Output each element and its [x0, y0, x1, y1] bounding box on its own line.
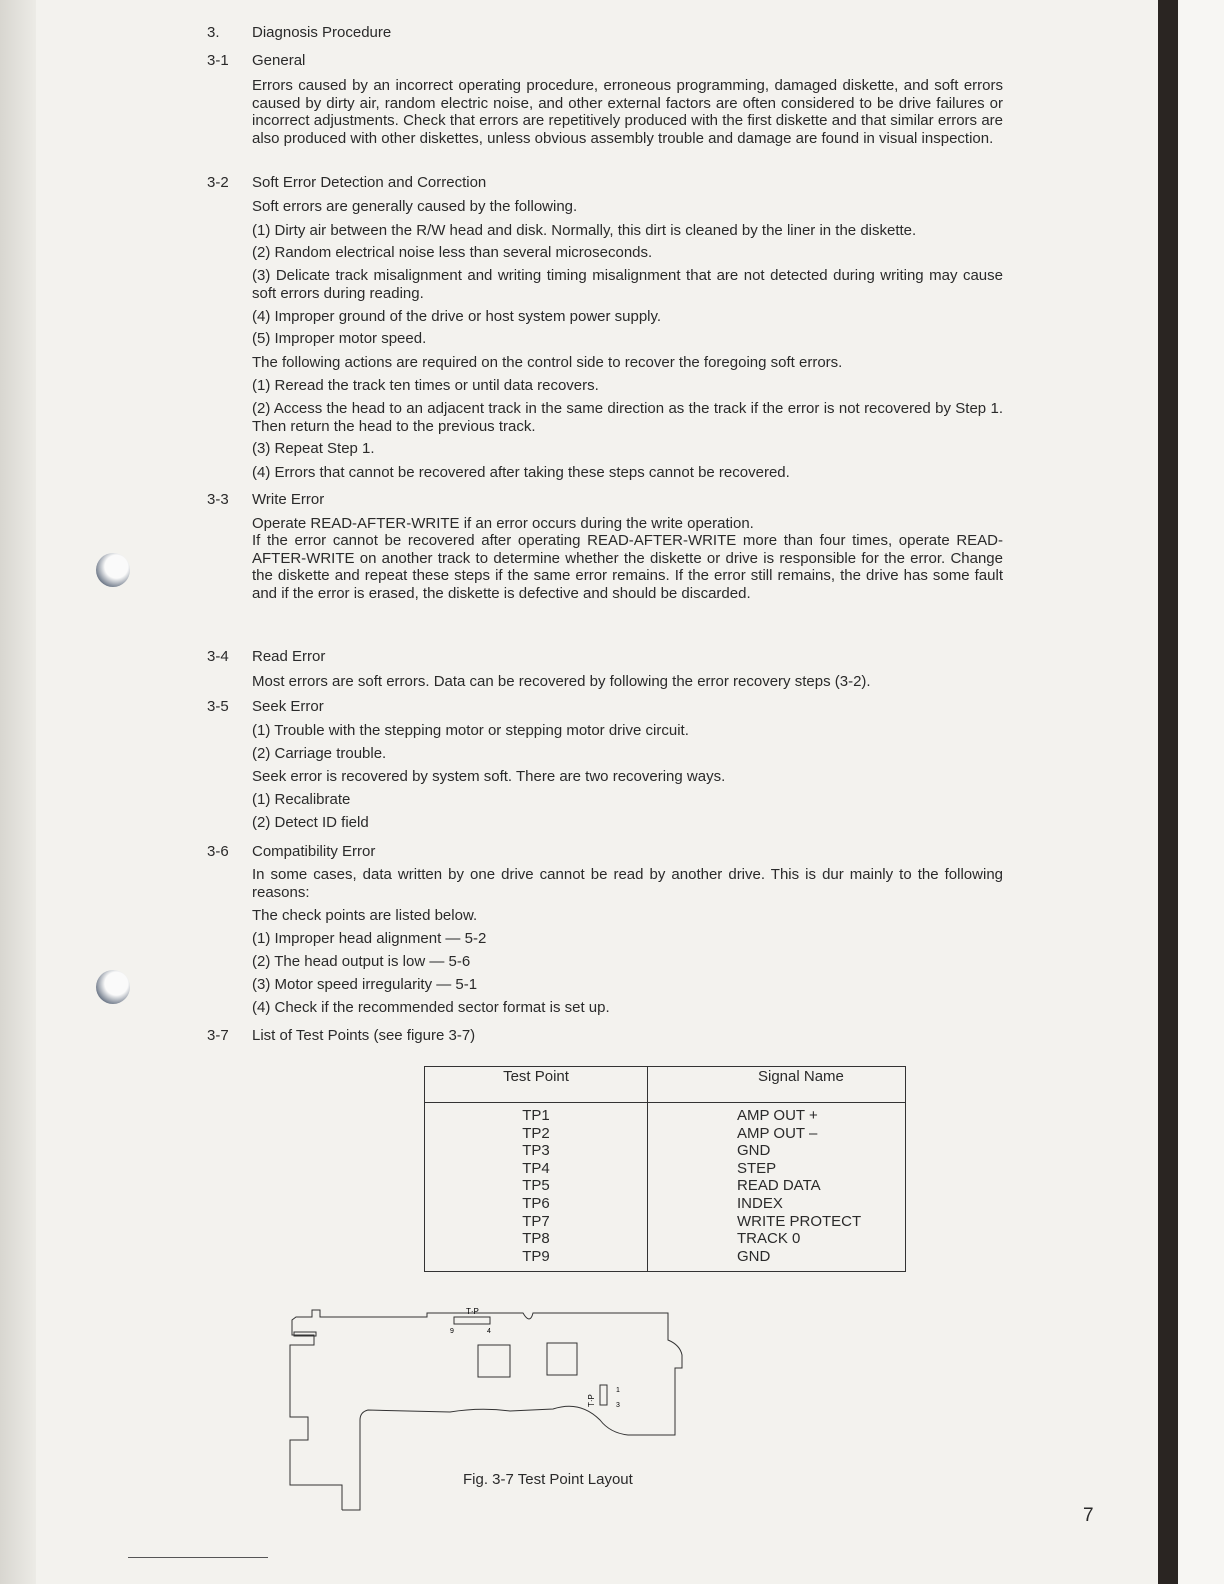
pin-label: 4	[487, 1328, 491, 1335]
section-number: 3-3	[207, 491, 229, 508]
section-title: Soft Error Detection and Correction	[252, 174, 487, 191]
signal-name: WRITE PROTECT	[737, 1212, 862, 1230]
binder-hole	[96, 970, 130, 1004]
section-title: List of Test Points (see figure 3-7)	[252, 1027, 476, 1044]
signal-name: STEP	[737, 1159, 777, 1177]
pin-label: 9	[450, 1328, 454, 1335]
paragraph: In some cases, data written by one drive cannot be read by another drive. This is dur mainly to the following reasons:	[252, 866, 1003, 901]
list-item: (5) Improper motor speed.	[252, 330, 427, 347]
paragraph: Most errors are soft errors. Data can be recovered by following the error recovery steps (3-2).	[252, 673, 871, 690]
page-number: 7	[1083, 1505, 1094, 1526]
signal-name: GND	[737, 1247, 771, 1265]
list-item: (2) Carriage trouble.	[252, 745, 387, 762]
page-edge-right	[1158, 0, 1178, 1584]
paragraph: If the error cannot be recovered after operating READ-AFTER-WRITE more than four times, operate READ-AFTER-WRITE on another track to determine whether the diskette or drive is responsible for the error. Change the diskette and repeat these steps if the same error remains. If the error still remains, the drive has some fault and if the error is erased, the diskette is defective and should be discarded.	[252, 532, 1003, 602]
list-item: (1) Recalibrate	[252, 791, 351, 808]
section-number: 3-1	[207, 52, 229, 69]
section-title: Read Error	[252, 648, 326, 665]
paragraph: The check points are listed below.	[252, 907, 478, 924]
list-item: (4) Check if the recommended sector format is set up.	[252, 999, 610, 1016]
paragraph: Seek error is recovered by system soft. There are two recovering ways.	[252, 768, 726, 785]
test-point-column	[425, 1103, 648, 1272]
test-point: TP7	[522, 1212, 550, 1230]
list-item: (3) Repeat Step 1.	[252, 440, 375, 457]
list-item: (4) Improper ground of the drive or host system power supply.	[252, 308, 662, 325]
binder-hole	[96, 553, 130, 587]
list-item: (3) Motor speed irregularity — 5-1	[252, 976, 478, 993]
scan-margin	[1178, 0, 1224, 1584]
test-point: TP1	[522, 1107, 550, 1124]
section-title: Diagnosis Procedure	[252, 24, 392, 41]
ic-chip	[478, 1345, 510, 1377]
list-item: (1) Dirty air between the R/W head and disk. Normally, this dirt is cleaned by the liner in the diskette.	[252, 222, 917, 239]
list-item: (2) The head output is low — 5-6	[252, 953, 471, 970]
test-point-header-1	[454, 1317, 490, 1324]
section-title: General	[252, 52, 306, 69]
column-header-test-point: Test Point	[425, 1067, 648, 1103]
list-item: (1) Improper head alignment — 5-2	[252, 930, 487, 947]
test-point-table	[424, 1066, 906, 1272]
list-item: (4) Errors that cannot be recovered after taking these steps cannot be recovered.	[252, 464, 790, 481]
section-number: 3-4	[207, 648, 229, 665]
signal-name: READ DATA	[737, 1177, 821, 1195]
paragraph: Operate READ-AFTER-WRITE if an error occurs during the write operation.	[252, 515, 754, 532]
test-point: TP2	[522, 1124, 550, 1142]
page-edge-left	[0, 0, 36, 1584]
list-item: (2) Random electrical noise less than several microseconds.	[252, 244, 653, 261]
section-number: 3-5	[207, 698, 229, 715]
section-title: Compatibility Error	[252, 843, 376, 860]
test-point: TP6	[522, 1194, 550, 1212]
test-point: TP9	[522, 1247, 550, 1265]
signal-name: GND	[737, 1142, 771, 1160]
signal-name: TRACK 0	[737, 1230, 801, 1248]
tp-label: T·P	[587, 1394, 596, 1407]
test-point-header-2	[600, 1385, 607, 1405]
list-item: (2) Detect ID field	[252, 814, 369, 831]
pin-label: 3	[616, 1402, 620, 1409]
signal-name: AMP OUT –	[737, 1124, 818, 1142]
paragraph: Errors caused by an incorrect operating procedure, erroneous programming, damaged diskette, and soft errors caused by dirty air, random electric noise, and other external factors are often considered to be drive failures or incorrect adjustments. Check that errors are repetitively produced with the first diskette and that similar errors are also produced with other diskettes, unless obvious assembly trouble and damage are found in visual inspection.	[252, 77, 1003, 147]
pin-label: 1	[616, 1387, 620, 1394]
section-number: 3-6	[207, 843, 229, 860]
section-title: Seek Error	[252, 698, 324, 715]
list-item: (1) Trouble with the stepping motor or stepping motor drive circuit.	[252, 722, 689, 739]
test-point: TP5	[522, 1177, 550, 1195]
test-point: TP4	[522, 1159, 550, 1177]
signal-name: INDEX	[737, 1194, 783, 1212]
signal-name-column	[648, 1103, 906, 1272]
figure-caption: Fig. 3-7 Test Point Layout	[463, 1471, 633, 1488]
paragraph: The following actions are required on the control side to recover the foregoing soft errors.	[252, 354, 843, 371]
section-number: 3-7	[207, 1027, 229, 1044]
test-point: TP8	[522, 1230, 550, 1248]
paragraph: Soft errors are generally caused by the following.	[252, 198, 578, 215]
list-item: (2) Access the head to an adjacent track in the same direction as the track if the error is not recovered by Step 1. Then return the head to the previous track.	[252, 400, 1003, 435]
column-header-signal-name: Signal Name	[648, 1067, 906, 1103]
list-item: (1) Reread the track ten times or until data recovers.	[252, 377, 599, 394]
section-number: 3.	[207, 24, 220, 41]
ic-chip	[547, 1343, 577, 1375]
divider	[128, 1557, 268, 1558]
section-title: Write Error	[252, 491, 325, 508]
section-number: 3-2	[207, 174, 229, 191]
test-point: TP3	[522, 1142, 550, 1160]
signal-name: AMP OUT +	[737, 1107, 818, 1124]
tp-label: T·P	[466, 1307, 479, 1316]
list-item: (3) Delicate track misalignment and writing timing misalignment that are not detected during writing may cause soft errors during reading.	[252, 267, 1003, 302]
